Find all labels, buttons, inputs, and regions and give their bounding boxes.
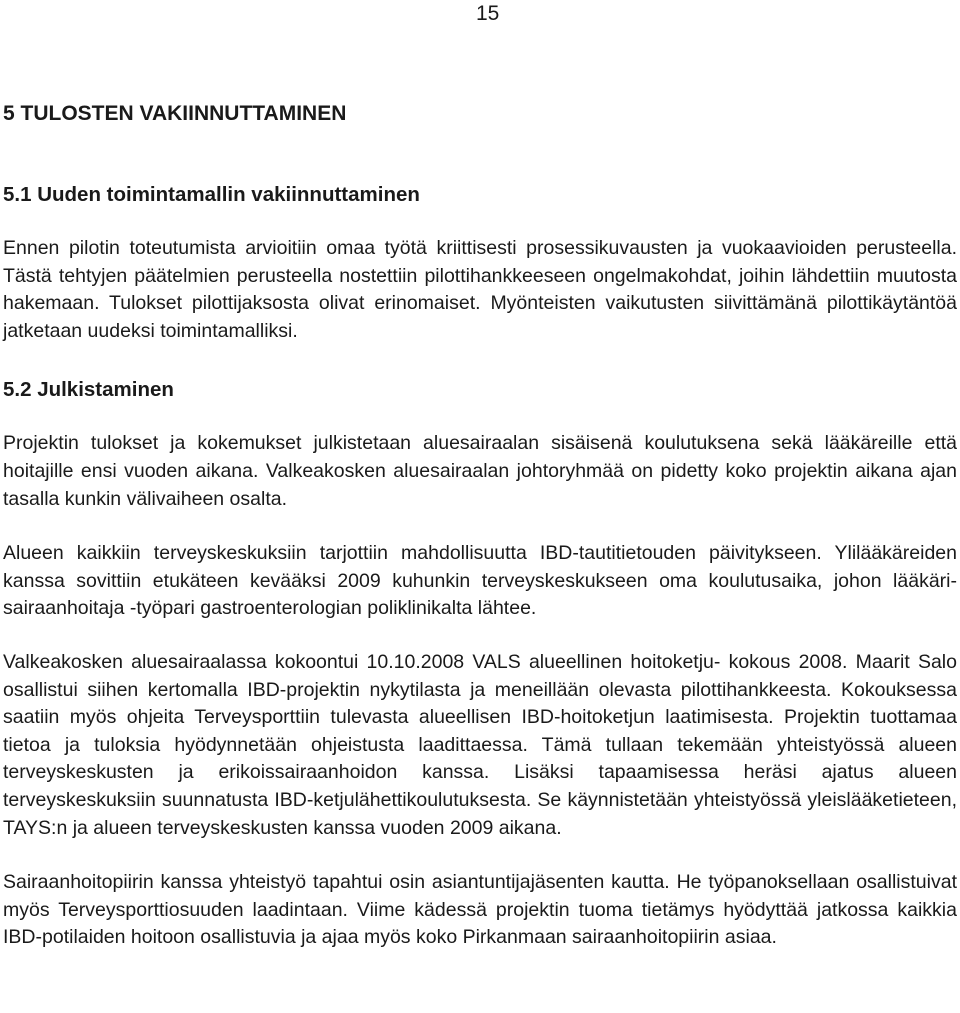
paragraph-5-2-4: Sairaanhoitopiirin kanssa yhteistyö tapahtui osin asiantuntijajäsenten kautta. He työpanoksellaan osallistuivat myös Terveysporttiosuuden laadintaan. Viime kädessä projektin tuoma tietämys hyödyttää jatkossa kaikkia IBD-potilaiden hoitoon osallistuvia ja ajaa myös koko Pirkanmaan sairaanhoitopiirin asiaa. <box>3 871 957 949</box>
paragraph-5-2-1: Projektin tulokset ja kokemukset julkistetaan aluesairaalan sisäisenä koulutuksena sekä lääkäreille että hoitajille ensi vuoden aikana. Valkeakosken aluesairaalan johtoryhmää on pidetty koko projektin aikana ajan tasalla kunkin välivaiheen osalta. <box>3 432 957 510</box>
paragraph-5-2-3: Valkeakosken aluesairaalassa kokoontui 10.10.2008 VALS alueellinen hoitoketju- kokous 2008. Maarit Salo osallistui siihen kertomalla IBD-projektin nykytilasta ja meneillään olevasta pilottihankkeesta. Kokouksessa saatiin myös ohjeita Terveysporttiin tulevasta alueellisen IBD-hoitoketjun laatimisesta. Projektin tuottamaa tietoa ja tuloksia hyödynnetään ohjeistusta laadittaessa. Tämä tullaan tekemään yhteistyössä alueen terveyskeskusten ja erikoissairaanhoidon kanssa. Lisäksi tapaamisessa heräsi ajatus alueen terveyskeskuksiin suunnatusta IBD-ketjulähettikoulutuksesta. Se käynnistetään yhteistyössä yleislääketieteen, TAYS:n ja alueen terveyskeskusten kanssa vuoden 2009 aikana. <box>3 650 957 839</box>
page-number: 15 <box>476 2 500 25</box>
paragraph-5-2-2: Alueen kaikkiin terveyskeskuksiin tarjottiin mahdollisuutta IBD-tautitietouden päivitykseen. Ylilääkäreiden kanssa sovittiin etukäteen kevääksi 2009 kuhunkin terveyskeskukseen oma koulutusaika, johon lääkäri-sairaanhoitaja -työpari gastroenterologian poliklinikalta lähtee. <box>3 542 957 620</box>
section-heading: 5 TULOSTEN VAKIINNUTTAMINEN <box>3 102 347 125</box>
subsection-heading-5-2: 5.2 Julkistaminen <box>3 378 174 402</box>
document-body <box>3 100 957 952</box>
paragraph-5-1: Ennen pilotin toteutumista arvioitiin omaa työtä kriittisesti prosessikuvausten ja vuokaavioiden perusteella. Tästä tehtyjen päätelmien perusteella nostettiin pilottihankkeeseen ongelmakohdat, joihin lähdettiin muutosta hakemaan. Tulokset pilottijaksosta olivat erinomaiset. Myönteisten vaikutusten siivittämänä pilottikäytäntöä jatketaan uudeksi toimintamalliksi. <box>3 237 957 342</box>
subsection-heading-5-1: 5.1 Uuden toimintamallin vakiinnuttaminen <box>3 183 420 206</box>
